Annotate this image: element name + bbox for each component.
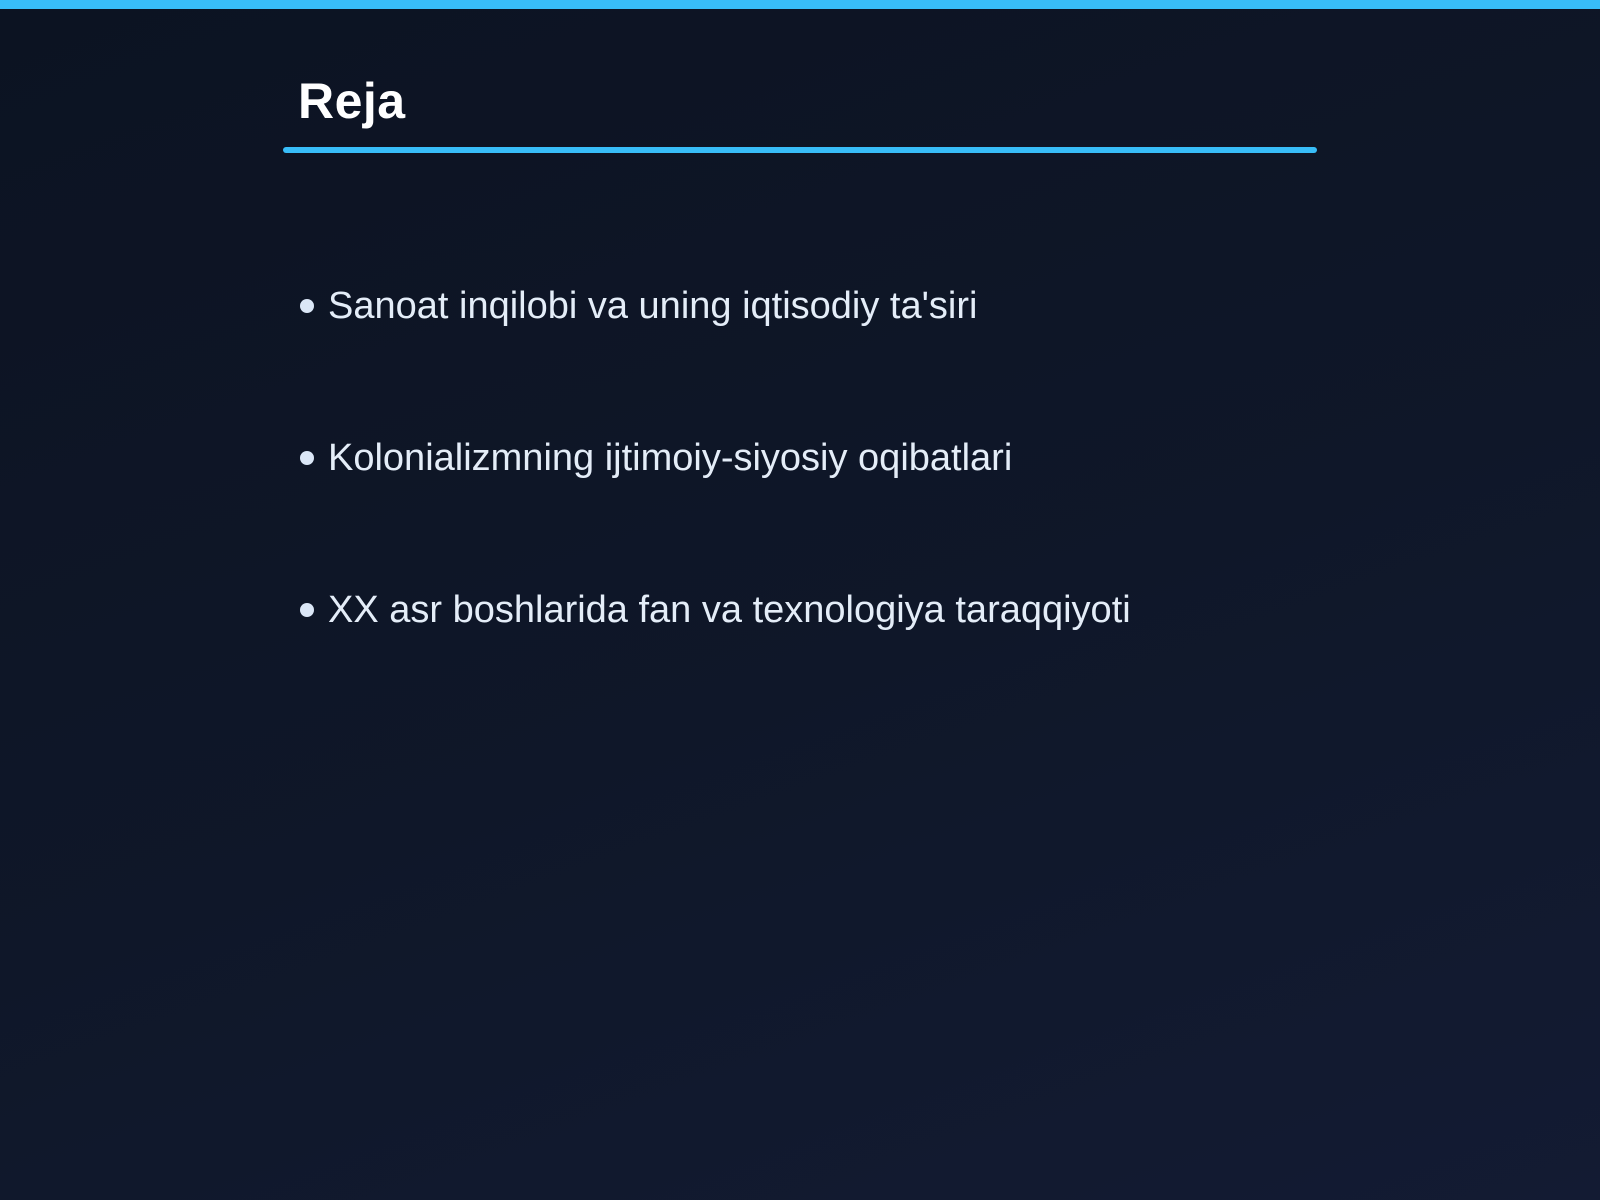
list-item-text: Sanoat inqilobi va uning iqtisodiy ta'siri [328, 285, 978, 327]
title-underline [283, 147, 1317, 153]
bullet-dot-icon [300, 603, 314, 617]
list-item [300, 584, 1131, 736]
list-item-text: XX asr boshlarida fan va texnologiya taraqqiyoti [328, 589, 1131, 631]
bullet-list [300, 280, 1131, 736]
top-accent-bar [0, 0, 1600, 9]
slide-title: Reja [298, 73, 406, 129]
list-item-text: Kolonializmning ijtimoiy-siyosiy oqibatlari [328, 437, 1013, 479]
list-item [300, 280, 1131, 432]
bullet-dot-icon [300, 451, 314, 465]
list-item [300, 432, 1131, 584]
bullet-dot-icon [300, 299, 314, 313]
